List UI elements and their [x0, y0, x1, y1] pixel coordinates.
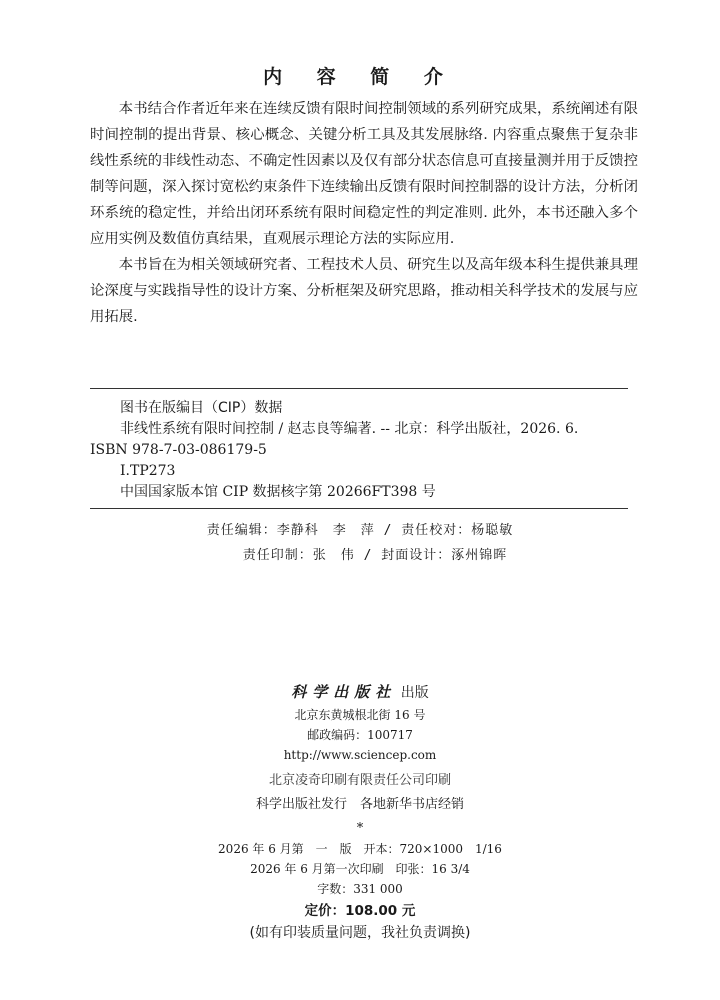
- summary-paragraph-1: 本书结合作者近年来在连续反馈有限时间控制领域的系列研究成果，系统阐述有限时间控制的提出背景、核心概念、关键分析工具及其发展脉络. 内容重点聚焦于复杂非线性系统的非线性动态、不确定性因素以及仅有部分状态信息可直接量测并用于反馈控制等问题，深入探讨宽松约束条件下连续输出反馈有限时间控制器的设计方法，分析闭环系统的稳定性，并给出闭环系统有限时间稳定性的判定准则. 此外，本书还融入多个应用实例及数值仿真结果，直观展示理论方法的实际应用.: [90, 101, 638, 247]
- cip-classification: Ⅰ.TP273: [120, 463, 176, 479]
- summary-section: [90, 96, 638, 330]
- credits-editors: 责任编辑：李静科 李 萍 / 责任校对：杨聪敏: [206, 523, 514, 538]
- publisher-line: [0, 680, 720, 705]
- summary-title: 内 容 简 介: [263, 66, 457, 88]
- cip-block: [90, 398, 635, 503]
- cip-record-line: 非线性系统有限时间控制 / 赵志良等编著. -- 北京：科学出版社，2026. 6.: [120, 421, 579, 437]
- cip-heading: 图书在版编目（CIP）数据: [120, 400, 283, 416]
- quality-notice: (如有印装质量问题，我社负责调换): [249, 925, 471, 941]
- edition-text: 2026 年 6 月第 一 版: [218, 842, 352, 856]
- cip-bottom-divider: [90, 508, 628, 509]
- printer-line: 北京凌奇印刷有限责任公司印刷: [268, 773, 451, 788]
- edition-line-1: [0, 839, 720, 859]
- publisher-url: http://www.sciencep.com: [283, 748, 437, 762]
- sheets-text: 印张：16 3/4: [395, 862, 470, 876]
- word-count: 字数：331 000: [317, 882, 403, 896]
- summary-paragraph-2: 本书旨在为相关领域研究者、工程技术人员、研究生以及高年级本科生提供兼具理论深度与实践指导性的设计方案、分析框架及研究思路，推动相关科学技术的发展与应用拓展.: [90, 257, 638, 325]
- publisher-suffix: 出版: [400, 685, 429, 701]
- credits-block: [0, 518, 720, 568]
- separator-star: *: [356, 821, 364, 836]
- publisher-address: 北京东黄城根北街 16 号: [294, 708, 426, 722]
- imprint-block: [0, 680, 720, 943]
- format-text: 开本：720×1000 1/16: [363, 842, 502, 856]
- cip-registration: 中国国家版本馆 CIP 数据核字第 20266FT398 号: [120, 484, 436, 500]
- printing-text: 2026 年 6 月第一次印刷: [250, 862, 384, 876]
- publisher-logo-text: 科学出版社: [291, 683, 397, 701]
- publisher-postcode: 邮政编码：100717: [307, 728, 413, 742]
- edition-line-2: [0, 859, 720, 879]
- cip-isbn: ISBN 978-7-03-086179-5: [90, 442, 267, 458]
- cip-top-divider: [90, 388, 628, 389]
- distributor-line: 科学出版社发行 各地新华书店经销: [255, 797, 464, 812]
- price-line: 定价：108.00 元: [304, 903, 416, 919]
- credits-production: 责任印制：张 伟 / 封面设计：涿州锦晖: [242, 548, 508, 563]
